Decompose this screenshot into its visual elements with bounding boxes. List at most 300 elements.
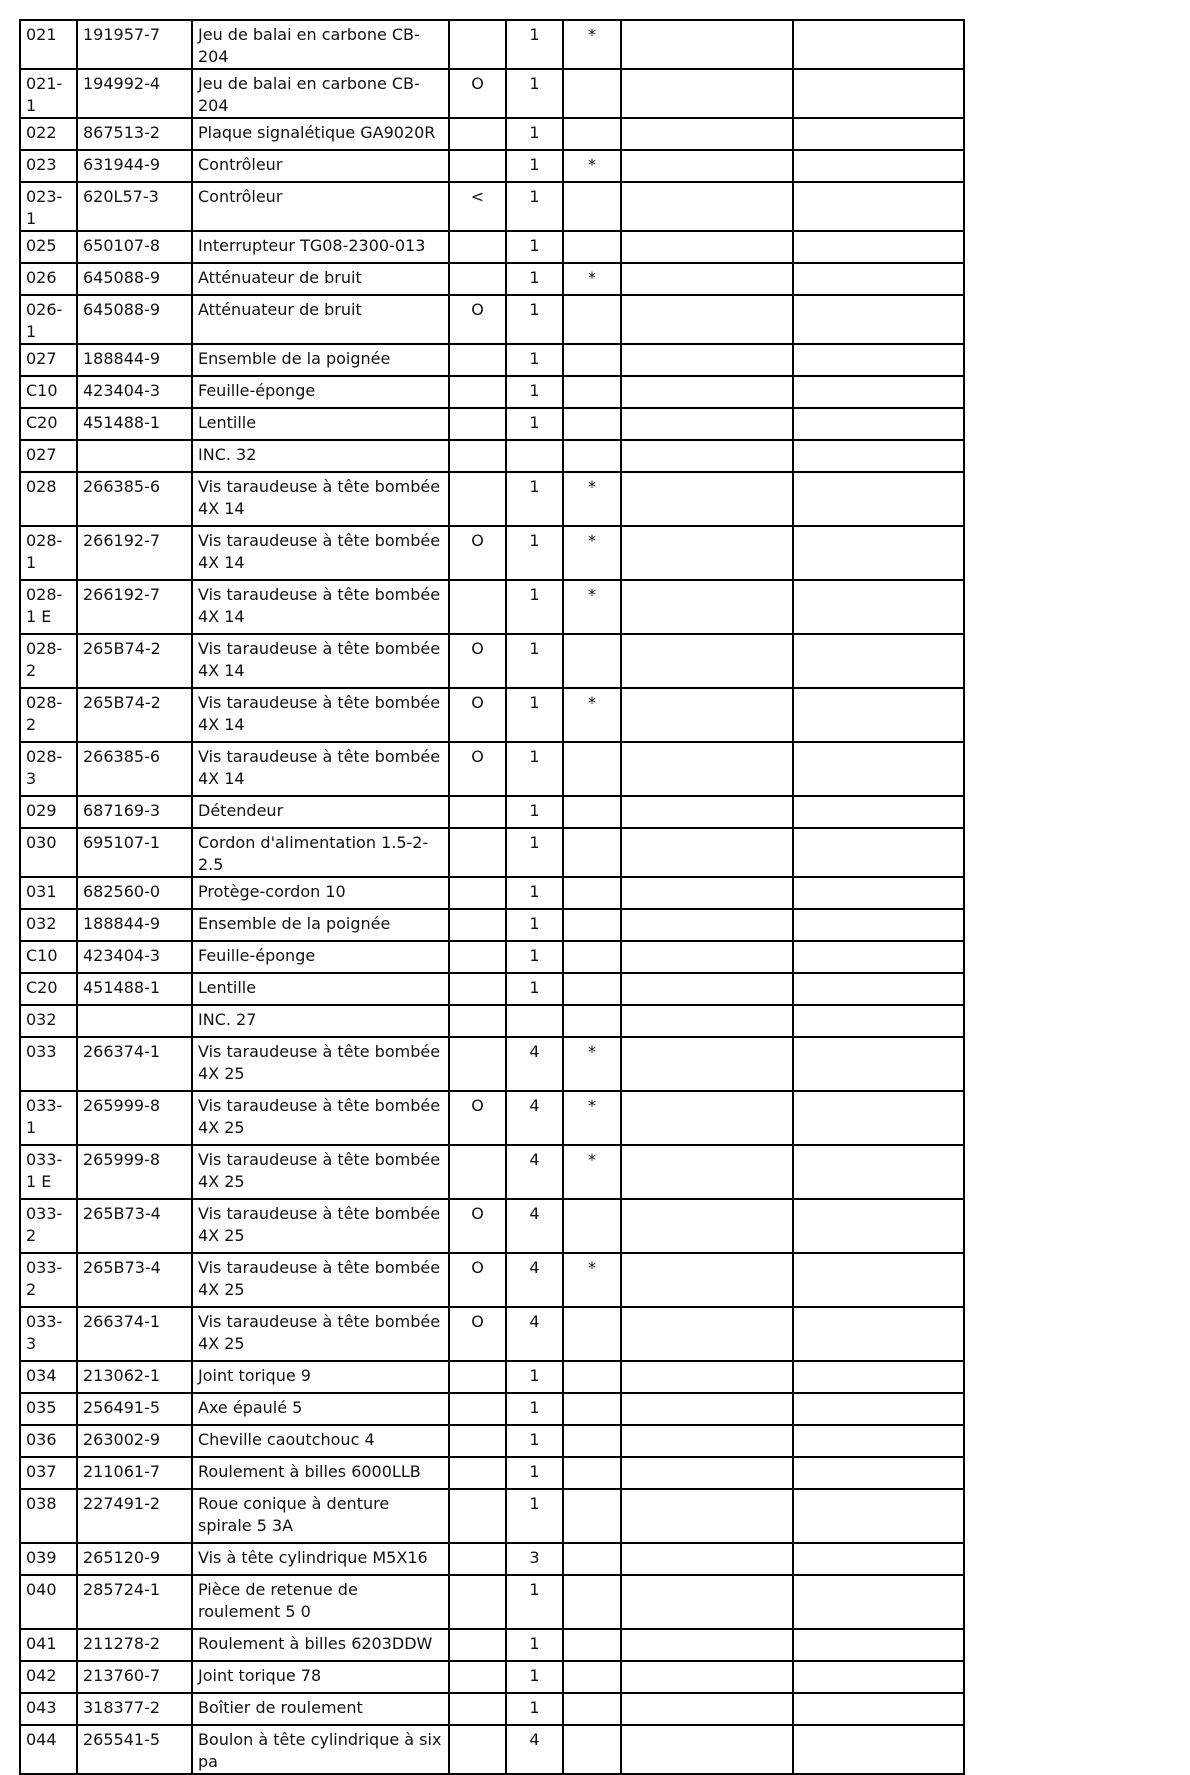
item-number-cell: C10: [20, 376, 77, 408]
option-cell: [449, 1005, 506, 1037]
note-cell: *: [563, 1037, 621, 1091]
empty-cell-b: [793, 1629, 964, 1661]
option-cell: O: [449, 634, 506, 688]
empty-cell-b: [793, 231, 964, 263]
option-cell: [449, 150, 506, 182]
empty-cell-b: [793, 20, 964, 69]
note-cell: [563, 1199, 621, 1253]
option-cell: O: [449, 1307, 506, 1361]
empty-cell-b: [793, 526, 964, 580]
part-number-cell: 451488-1: [77, 973, 192, 1005]
option-cell: [449, 1661, 506, 1693]
note-cell: [563, 1307, 621, 1361]
table-row: [20, 941, 964, 973]
table-row: [20, 20, 964, 69]
empty-cell-b: [793, 1543, 964, 1575]
option-cell: [449, 1393, 506, 1425]
note-cell: *: [563, 20, 621, 69]
quantity-cell: 1: [506, 1425, 563, 1457]
quantity-cell: 1: [506, 688, 563, 742]
quantity-cell: 4: [506, 1253, 563, 1307]
note-cell: *: [563, 688, 621, 742]
option-cell: [449, 1543, 506, 1575]
item-number-cell: 031: [20, 877, 77, 909]
empty-cell-a: [621, 344, 793, 376]
empty-cell-b: [793, 1393, 964, 1425]
note-cell: [563, 1393, 621, 1425]
option-cell: [449, 941, 506, 973]
empty-cell-a: [621, 150, 793, 182]
option-cell: O: [449, 1253, 506, 1307]
note-cell: [563, 828, 621, 877]
description-cell: Ensemble de la poignée: [192, 344, 449, 376]
table-row: [20, 1037, 964, 1091]
part-number-cell: 256491-5: [77, 1393, 192, 1425]
part-number-cell: 211061-7: [77, 1457, 192, 1489]
quantity-cell: 1: [506, 973, 563, 1005]
note-cell: [563, 231, 621, 263]
part-number-cell: 645088-9: [77, 263, 192, 295]
item-number-cell: 023: [20, 150, 77, 182]
item-number-cell: 033-2: [20, 1199, 77, 1253]
note-cell: [563, 295, 621, 344]
empty-cell-a: [621, 742, 793, 796]
note-cell: [563, 69, 621, 118]
item-number-cell: 025: [20, 231, 77, 263]
description-cell: Vis taraudeuse à tête bombée 4X 25: [192, 1037, 449, 1091]
note-cell: [563, 408, 621, 440]
quantity-cell: 1: [506, 20, 563, 69]
quantity-cell: 1: [506, 182, 563, 231]
empty-cell-b: [793, 941, 964, 973]
note-cell: *: [563, 150, 621, 182]
description-cell: Roulement à billes 6203DDW: [192, 1629, 449, 1661]
description-cell: Atténuateur de bruit: [192, 263, 449, 295]
quantity-cell: 1: [506, 828, 563, 877]
quantity-cell: 1: [506, 263, 563, 295]
note-cell: [563, 1489, 621, 1543]
empty-cell-a: [621, 909, 793, 941]
option-cell: [449, 796, 506, 828]
table-row: [20, 472, 964, 526]
item-number-cell: 033-1: [20, 1091, 77, 1145]
description-cell: Lentille: [192, 408, 449, 440]
part-number-cell: 265B74-2: [77, 688, 192, 742]
part-number-cell: 285724-1: [77, 1575, 192, 1629]
description-cell: Interrupteur TG08-2300-013: [192, 231, 449, 263]
description-cell: Ensemble de la poignée: [192, 909, 449, 941]
item-number-cell: 023-1: [20, 182, 77, 231]
table-row: [20, 182, 964, 231]
empty-cell-b: [793, 1253, 964, 1307]
empty-cell-a: [621, 20, 793, 69]
part-number-cell: 867513-2: [77, 118, 192, 150]
empty-cell-b: [793, 1307, 964, 1361]
option-cell: [449, 440, 506, 472]
quantity-cell: 1: [506, 295, 563, 344]
quantity-cell: 1: [506, 796, 563, 828]
empty-cell-b: [793, 69, 964, 118]
empty-cell-b: [793, 408, 964, 440]
table-row: [20, 1393, 964, 1425]
empty-cell-b: [793, 118, 964, 150]
table-row: [20, 1575, 964, 1629]
note-cell: [563, 1361, 621, 1393]
option-cell: [449, 1361, 506, 1393]
part-number-cell: 266192-7: [77, 580, 192, 634]
part-number-cell: 213760-7: [77, 1661, 192, 1693]
empty-cell-b: [793, 1489, 964, 1543]
quantity-cell: 1: [506, 231, 563, 263]
item-number-cell: 033-3: [20, 1307, 77, 1361]
parts-table-body: [20, 20, 964, 1774]
note-cell: [563, 1575, 621, 1629]
option-cell: [449, 877, 506, 909]
option-cell: [449, 828, 506, 877]
quantity-cell: 3: [506, 1543, 563, 1575]
part-number-cell: 265999-8: [77, 1145, 192, 1199]
table-row: [20, 973, 964, 1005]
quantity-cell: 1: [506, 1393, 563, 1425]
quantity-cell: [506, 440, 563, 472]
empty-cell-a: [621, 1145, 793, 1199]
empty-cell-b: [793, 150, 964, 182]
option-cell: [449, 1037, 506, 1091]
item-number-cell: 028-2: [20, 688, 77, 742]
quantity-cell: 1: [506, 150, 563, 182]
note-cell: [563, 1629, 621, 1661]
item-number-cell: 036: [20, 1425, 77, 1457]
empty-cell-b: [793, 688, 964, 742]
empty-cell-b: [793, 909, 964, 941]
part-number-cell: 227491-2: [77, 1489, 192, 1543]
description-cell: Feuille-éponge: [192, 376, 449, 408]
item-number-cell: 026: [20, 263, 77, 295]
part-number-cell: 213062-1: [77, 1361, 192, 1393]
empty-cell-b: [793, 1457, 964, 1489]
table-row: [20, 1457, 964, 1489]
option-cell: O: [449, 526, 506, 580]
part-number-cell: 423404-3: [77, 941, 192, 973]
empty-cell-a: [621, 1361, 793, 1393]
empty-cell-b: [793, 1145, 964, 1199]
item-number-cell: 026-1: [20, 295, 77, 344]
table-row: [20, 1725, 964, 1774]
quantity-cell: 1: [506, 408, 563, 440]
table-row: [20, 634, 964, 688]
description-cell: Vis taraudeuse à tête bombée 4X 14: [192, 472, 449, 526]
empty-cell-a: [621, 828, 793, 877]
table-row: [20, 828, 964, 877]
description-cell: Vis taraudeuse à tête bombée 4X 14: [192, 580, 449, 634]
option-cell: [449, 472, 506, 526]
empty-cell-a: [621, 231, 793, 263]
item-number-cell: 034: [20, 1361, 77, 1393]
description-cell: Roue conique à denture spirale 5 3A: [192, 1489, 449, 1543]
description-cell: Contrôleur: [192, 150, 449, 182]
table-row: [20, 69, 964, 118]
empty-cell-b: [793, 973, 964, 1005]
empty-cell-a: [621, 1629, 793, 1661]
item-number-cell: 044: [20, 1725, 77, 1774]
empty-cell-a: [621, 376, 793, 408]
description-cell: Jeu de balai en carbone CB-204: [192, 20, 449, 69]
quantity-cell: 4: [506, 1725, 563, 1774]
option-cell: [449, 408, 506, 440]
item-number-cell: 030: [20, 828, 77, 877]
empty-cell-a: [621, 69, 793, 118]
option-cell: [449, 1145, 506, 1199]
table-row: [20, 1361, 964, 1393]
item-number-cell: 033-1 E: [20, 1145, 77, 1199]
item-number-cell: 028-2: [20, 634, 77, 688]
item-number-cell: C10: [20, 941, 77, 973]
empty-cell-a: [621, 295, 793, 344]
item-number-cell: C20: [20, 408, 77, 440]
description-cell: INC. 27: [192, 1005, 449, 1037]
table-row: [20, 150, 964, 182]
note-cell: [563, 182, 621, 231]
part-number-cell: [77, 1005, 192, 1037]
quantity-cell: 1: [506, 1457, 563, 1489]
empty-cell-a: [621, 973, 793, 1005]
table-row: [20, 796, 964, 828]
description-cell: Joint torique 78: [192, 1661, 449, 1693]
note-cell: *: [563, 1091, 621, 1145]
empty-cell-b: [793, 796, 964, 828]
part-number-cell: 695107-1: [77, 828, 192, 877]
item-number-cell: 021-1: [20, 69, 77, 118]
option-cell: [449, 118, 506, 150]
part-number-cell: 194992-4: [77, 69, 192, 118]
item-number-cell: 042: [20, 1661, 77, 1693]
table-row: [20, 1629, 964, 1661]
option-cell: [449, 909, 506, 941]
empty-cell-a: [621, 408, 793, 440]
option-cell: [449, 1693, 506, 1725]
table-row: [20, 1199, 964, 1253]
description-cell: Vis taraudeuse à tête bombée 4X 25: [192, 1253, 449, 1307]
part-number-cell: 191957-7: [77, 20, 192, 69]
note-cell: [563, 440, 621, 472]
description-cell: Boîtier de roulement: [192, 1693, 449, 1725]
table-row: [20, 1253, 964, 1307]
option-cell: [449, 1725, 506, 1774]
quantity-cell: 1: [506, 118, 563, 150]
item-number-cell: 029: [20, 796, 77, 828]
empty-cell-b: [793, 1091, 964, 1145]
option-cell: O: [449, 742, 506, 796]
part-number-cell: 265120-9: [77, 1543, 192, 1575]
part-number-cell: 265B73-4: [77, 1199, 192, 1253]
item-number-cell: 035: [20, 1393, 77, 1425]
empty-cell-a: [621, 526, 793, 580]
description-cell: Contrôleur: [192, 182, 449, 231]
note-cell: *: [563, 1253, 621, 1307]
item-number-cell: 021: [20, 20, 77, 69]
empty-cell-a: [621, 472, 793, 526]
note-cell: [563, 909, 621, 941]
option-cell: [449, 973, 506, 1005]
option-cell: [449, 263, 506, 295]
note-cell: [563, 1425, 621, 1457]
empty-cell-a: [621, 634, 793, 688]
option-cell: [449, 1489, 506, 1543]
note-cell: [563, 1457, 621, 1489]
quantity-cell: 1: [506, 376, 563, 408]
description-cell: Vis taraudeuse à tête bombée 4X 14: [192, 688, 449, 742]
quantity-cell: 1: [506, 742, 563, 796]
description-cell: Feuille-éponge: [192, 941, 449, 973]
option-cell: [449, 1457, 506, 1489]
option-cell: O: [449, 688, 506, 742]
quantity-cell: 1: [506, 909, 563, 941]
table-row: [20, 688, 964, 742]
note-cell: [563, 634, 621, 688]
table-row: [20, 1489, 964, 1543]
description-cell: Protège-cordon 10: [192, 877, 449, 909]
table-row: [20, 580, 964, 634]
item-number-cell: 041: [20, 1629, 77, 1661]
item-number-cell: 033-2: [20, 1253, 77, 1307]
description-cell: Vis taraudeuse à tête bombée 4X 14: [192, 742, 449, 796]
note-cell: [563, 118, 621, 150]
empty-cell-a: [621, 796, 793, 828]
part-number-cell: 650107-8: [77, 231, 192, 263]
empty-cell-b: [793, 440, 964, 472]
empty-cell-a: [621, 941, 793, 973]
part-number-cell: 265B74-2: [77, 634, 192, 688]
item-number-cell: 033: [20, 1037, 77, 1091]
empty-cell-b: [793, 344, 964, 376]
empty-cell-a: [621, 1543, 793, 1575]
table-row: [20, 344, 964, 376]
part-number-cell: 266374-1: [77, 1307, 192, 1361]
quantity-cell: 1: [506, 877, 563, 909]
option-cell: [449, 20, 506, 69]
empty-cell-a: [621, 1393, 793, 1425]
table-row: [20, 376, 964, 408]
empty-cell-a: [621, 580, 793, 634]
note-cell: [563, 742, 621, 796]
empty-cell-a: [621, 1199, 793, 1253]
option-cell: O: [449, 295, 506, 344]
empty-cell-b: [793, 1037, 964, 1091]
table-row: [20, 295, 964, 344]
item-number-cell: 028-1: [20, 526, 77, 580]
part-number-cell: 620L57-3: [77, 182, 192, 231]
description-cell: Pièce de retenue de roulement 5 0: [192, 1575, 449, 1629]
item-number-cell: 028-3: [20, 742, 77, 796]
item-number-cell: 027: [20, 440, 77, 472]
quantity-cell: 4: [506, 1091, 563, 1145]
note-cell: [563, 1693, 621, 1725]
note-cell: [563, 1725, 621, 1774]
description-cell: Plaque signalétique GA9020R: [192, 118, 449, 150]
option-cell: [449, 1575, 506, 1629]
empty-cell-b: [793, 295, 964, 344]
part-number-cell: 211278-2: [77, 1629, 192, 1661]
empty-cell-b: [793, 742, 964, 796]
part-number-cell: 687169-3: [77, 796, 192, 828]
item-number-cell: 039: [20, 1543, 77, 1575]
quantity-cell: 1: [506, 526, 563, 580]
part-number-cell: 266385-6: [77, 742, 192, 796]
empty-cell-a: [621, 118, 793, 150]
description-cell: Vis taraudeuse à tête bombée 4X 25: [192, 1091, 449, 1145]
empty-cell-a: [621, 1253, 793, 1307]
note-cell: [563, 344, 621, 376]
empty-cell-b: [793, 1005, 964, 1037]
quantity-cell: 1: [506, 472, 563, 526]
part-number-cell: 266192-7: [77, 526, 192, 580]
empty-cell-b: [793, 828, 964, 877]
description-cell: Atténuateur de bruit: [192, 295, 449, 344]
description-cell: Vis à tête cylindrique M5X16: [192, 1543, 449, 1575]
empty-cell-a: [621, 688, 793, 742]
note-cell: [563, 376, 621, 408]
table-row: [20, 877, 964, 909]
note-cell: [563, 796, 621, 828]
part-number-cell: 451488-1: [77, 408, 192, 440]
quantity-cell: 1: [506, 1693, 563, 1725]
option-cell: <: [449, 182, 506, 231]
note-cell: [563, 941, 621, 973]
table-row: [20, 1425, 964, 1457]
table-row: [20, 1693, 964, 1725]
part-number-cell: 188844-9: [77, 909, 192, 941]
description-cell: Vis taraudeuse à tête bombée 4X 25: [192, 1199, 449, 1253]
note-cell: [563, 1661, 621, 1693]
table-row: [20, 1307, 964, 1361]
part-number-cell: 266385-6: [77, 472, 192, 526]
quantity-cell: 1: [506, 941, 563, 973]
description-cell: INC. 32: [192, 440, 449, 472]
part-number-cell: 645088-9: [77, 295, 192, 344]
description-cell: Détendeur: [192, 796, 449, 828]
table-row: [20, 909, 964, 941]
empty-cell-a: [621, 1661, 793, 1693]
option-cell: [449, 1425, 506, 1457]
parts-table: [19, 19, 965, 1775]
description-cell: Lentille: [192, 973, 449, 1005]
table-row: [20, 1005, 964, 1037]
empty-cell-a: [621, 440, 793, 472]
quantity-cell: 4: [506, 1037, 563, 1091]
item-number-cell: C20: [20, 973, 77, 1005]
empty-cell-a: [621, 1005, 793, 1037]
description-cell: Vis taraudeuse à tête bombée 4X 14: [192, 634, 449, 688]
empty-cell-b: [793, 1361, 964, 1393]
part-number-cell: 682560-0: [77, 877, 192, 909]
empty-cell-b: [793, 634, 964, 688]
item-number-cell: 037: [20, 1457, 77, 1489]
empty-cell-a: [621, 263, 793, 295]
empty-cell-a: [621, 1457, 793, 1489]
description-cell: Joint torique 9: [192, 1361, 449, 1393]
description-cell: Axe épaulé 5: [192, 1393, 449, 1425]
part-number-cell: [77, 440, 192, 472]
note-cell: [563, 1543, 621, 1575]
empty-cell-a: [621, 1693, 793, 1725]
option-cell: [449, 580, 506, 634]
empty-cell-b: [793, 877, 964, 909]
empty-cell-b: [793, 263, 964, 295]
quantity-cell: 1: [506, 1629, 563, 1661]
description-cell: Cheville caoutchouc 4: [192, 1425, 449, 1457]
empty-cell-b: [793, 472, 964, 526]
part-number-cell: 318377-2: [77, 1693, 192, 1725]
